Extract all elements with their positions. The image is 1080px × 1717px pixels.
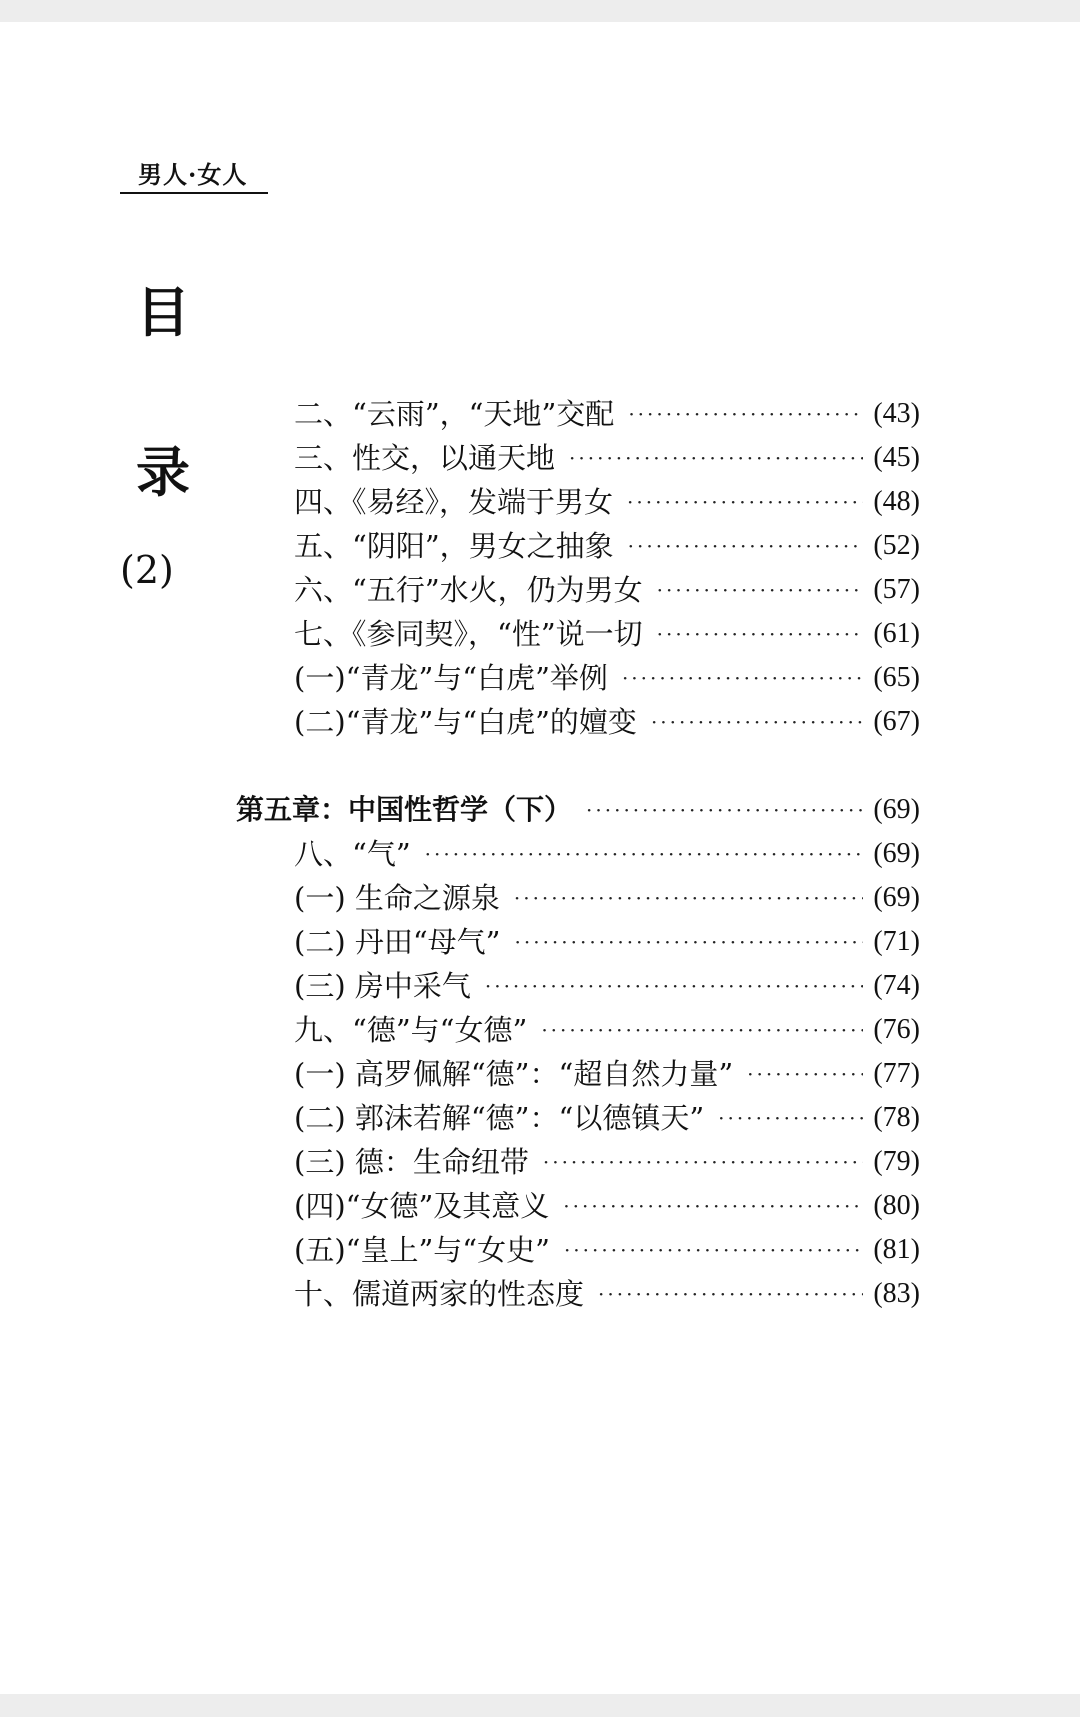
toc-entry [294,570,920,610]
leader-dots [627,482,863,522]
toc-entry-page: (43) [873,398,920,429]
leader-dots [586,790,863,830]
toc-entry [294,658,920,698]
toc-entry [294,878,920,918]
toc-entry-page: (52) [873,530,920,561]
toc-entry-label: 九、“德”与“女德” [294,1013,528,1047]
toc-entry [294,526,920,566]
toc-entry-page: (78) [873,1102,920,1133]
toc-entry-label: (三) 德：生命纽带 [294,1145,529,1179]
toc-entry [294,394,920,434]
running-header: 男人·女人 [120,160,268,194]
toc-entry-page: (80) [873,1190,920,1221]
leader-dots [541,1010,863,1050]
toc-entry-page: (65) [873,662,920,693]
toc-entry-page: (76) [873,1014,920,1045]
toc-title-char-2: 录 [136,440,190,504]
toc-entry-label: (一) 生命之源泉 [294,881,500,915]
leader-dots [651,702,863,742]
toc-entry-page: (61) [873,618,920,649]
toc-entry-page: (74) [873,970,920,1001]
leader-dots [564,1230,863,1270]
toc-entry-label: 三、性交，以通天地 [294,441,556,475]
toc-entry-page: (79) [873,1146,920,1177]
toc-entry-page: (45) [873,442,920,473]
toc-entry-label: 二、“云雨”，“天地”交配 [294,397,615,431]
leader-dots [598,1274,863,1314]
toc-chapter-label: 第五章：中国性哲学（下） [236,793,573,826]
leader-dots [628,394,863,434]
toc-entry-label: (二)“青龙”与“白虎”的嬗变 [294,705,637,739]
toc-entry [294,966,920,1006]
toc-entry [294,1054,920,1094]
toc-entry-page: (57) [873,574,920,605]
toc-chapter-entry [236,790,920,830]
toc-entry-label: 七、《参同契》，“性”说一切 [294,617,643,651]
toc-entry-label: (四)“女德”及其意义 [294,1189,550,1223]
toc-entry [294,1098,920,1138]
toc-entry-label: 十、儒道两家的性态度 [294,1277,585,1311]
toc-entry-page: (77) [873,1058,920,1089]
leader-dots [425,834,864,874]
leader-dots [515,922,864,962]
leader-dots [485,966,863,1006]
leader-dots [514,878,863,918]
toc-entry [294,1010,920,1050]
toc-entry [294,1230,920,1270]
toc-entry-page: (83) [873,1278,920,1309]
toc-volume-number: (2) [120,548,174,592]
toc-entry-label: (二) 丹田“母气” [294,925,501,959]
toc-entry [294,1186,920,1226]
toc-entry [294,614,920,654]
toc-entry-page: (69) [873,882,920,913]
toc-entry-label: 八、“气” [294,837,411,871]
leader-dots [569,438,863,478]
toc-entry [294,834,920,874]
toc-entry-label: (五)“皇上”与“女史” [294,1233,550,1267]
toc-entry-page: (48) [873,486,920,517]
toc-entry-page: (69) [873,794,920,825]
toc-entry [294,702,920,742]
leader-dots [718,1098,863,1138]
toc-entry-label: (一) 高罗佩解“德”：“超自然力量” [294,1057,734,1091]
toc-title-char-1: 目 [136,280,190,344]
toc-entry [294,1274,920,1314]
leader-dots [563,1186,863,1226]
leader-dots [657,570,864,610]
toc-entry-page: (71) [873,926,920,957]
toc-entry [294,482,920,522]
toc-entry-label: 五、“阴阳”，男女之抽象 [294,529,614,563]
toc-entry [294,438,920,478]
toc-entry-page: (69) [873,838,920,869]
leader-dots [622,658,863,698]
toc-entry-page: (81) [873,1234,920,1265]
leader-dots [657,614,864,654]
toc-entry-label: (二) 郭沫若解“德”：“以德镇天” [294,1101,705,1135]
leader-dots [543,1142,863,1182]
toc-entry-label: 四、《易经》，发端于男女 [294,485,614,519]
toc-entry-page: (67) [873,706,920,737]
toc-entry-label: (一)“青龙”与“白虎”举例 [294,661,608,695]
toc-entry-label: 六、“五行”水火，仍为男女 [294,573,643,607]
toc-entry [294,1142,920,1182]
toc-entry [294,922,920,962]
leader-dots [628,526,864,566]
leader-dots [747,1054,863,1094]
toc-entry-label: (三) 房中采气 [294,969,471,1003]
